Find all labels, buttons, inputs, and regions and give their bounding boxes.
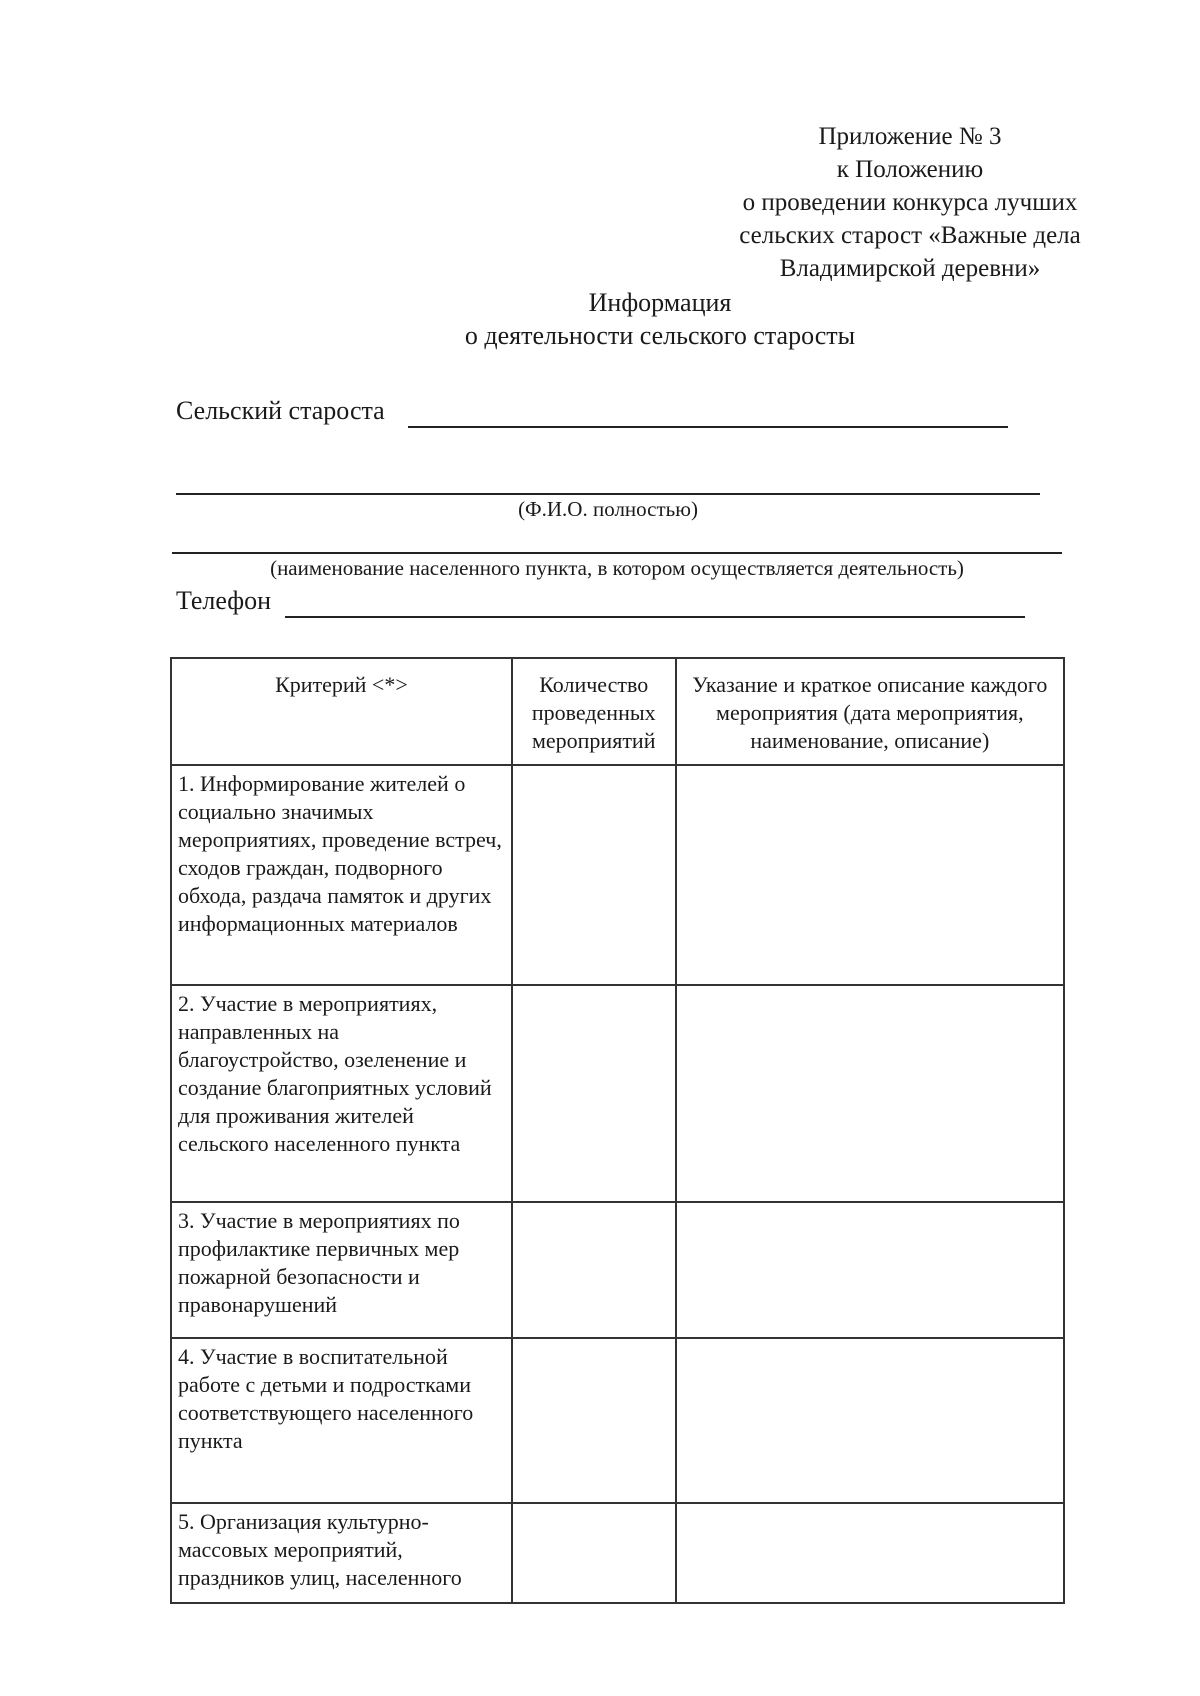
table-row [171, 1503, 1064, 1603]
appendix-line-1: Приложение № 3 [818, 123, 1002, 150]
starosta-name-line-2[interactable] [176, 493, 1040, 495]
header-count: Количество проведенных мероприятий [512, 658, 676, 765]
criterion-cell: 1. Информирование жителей о социально значимых мероприятиях, проведение встреч, сходов граждан, подворного обхода, раздача памяток и других информационных материалов [171, 765, 512, 985]
table-row [171, 1202, 1064, 1338]
settlement-line[interactable] [172, 552, 1062, 554]
description-cell[interactable] [676, 765, 1064, 985]
title-line-1: Информация [588, 288, 732, 317]
criteria-table [170, 657, 1065, 1604]
table-row [171, 765, 1064, 985]
header-criterion: Критерий <*> [171, 658, 512, 765]
count-cell[interactable] [512, 1202, 676, 1338]
settlement-caption: (наименование населенного пункта, в котором осуществляется деятельность) [270, 556, 964, 580]
table-header-row [171, 658, 1064, 765]
title-line-2: о деятельности сельского старосты [464, 321, 856, 350]
table-row [171, 1338, 1064, 1503]
criterion-cell: 5. Организация культурно-массовых мероприятий, праздников улиц, населенного [171, 1503, 512, 1603]
count-cell[interactable] [512, 765, 676, 985]
count-cell[interactable] [512, 1338, 676, 1503]
count-cell[interactable] [512, 1503, 676, 1603]
appendix-line-5: Владимирской деревни» [779, 255, 1041, 282]
criterion-cell: 3. Участие в мероприятиях по профилактике первичных мер пожарной безопасности и правонарушений [171, 1202, 512, 1338]
phone-label: Телефон [176, 586, 272, 615]
description-cell[interactable] [676, 1503, 1064, 1603]
count-cell[interactable] [512, 985, 676, 1202]
appendix-line-4: сельских старост «Важные дела [739, 222, 1081, 249]
criterion-cell: 2. Участие в мероприятиях, направленных на благоустройство, озеленение и создание благоприятных условий для проживания жителей сельского населенного пункта [171, 985, 512, 1202]
description-cell[interactable] [676, 1202, 1064, 1338]
description-cell[interactable] [676, 1338, 1064, 1503]
header-description: Указание и краткое описание каждого мероприятия (дата мероприятия, наименование, описание) [676, 658, 1064, 765]
criterion-cell: 4. Участие в воспитательной работе с детьми и подростками соответствующего населенного пункта [171, 1338, 512, 1503]
fio-caption: (Ф.И.О. полностью) [518, 497, 698, 521]
appendix-line-2: к Положению [836, 156, 984, 183]
table-row [171, 985, 1064, 1202]
starosta-name-line[interactable] [408, 426, 1008, 428]
phone-line[interactable] [285, 616, 1025, 618]
appendix-line-3: о проведении конкурса лучших [742, 189, 1078, 216]
appendix-block [690, 120, 1130, 285]
description-cell[interactable] [676, 985, 1064, 1202]
starosta-label: Сельский староста [176, 396, 385, 425]
